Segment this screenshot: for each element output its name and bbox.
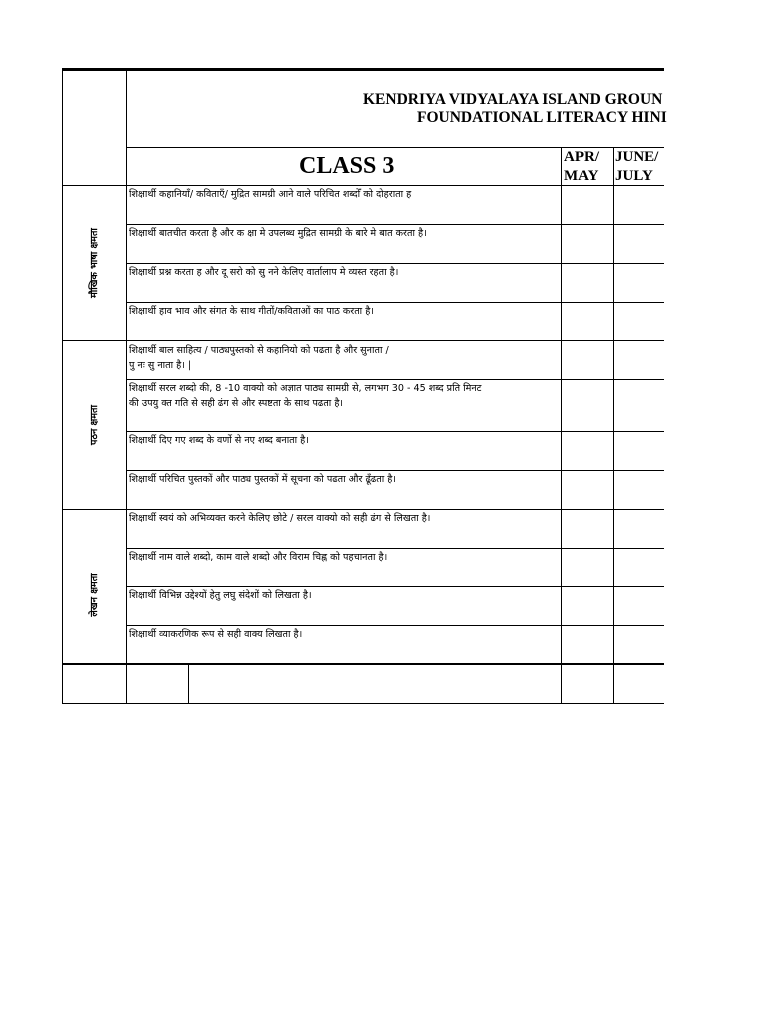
mark-cell-june-july[interactable]	[614, 471, 663, 508]
mark-cell-apr-may[interactable]	[562, 341, 612, 378]
mark-cell-june-july[interactable]	[614, 432, 663, 469]
list-item-cont: पु नः सु नाता है। |	[129, 360, 192, 371]
mark-cell-apr-may[interactable]	[562, 549, 612, 585]
list-item: शिक्षार्थी बातचीत करता है और क क्षा मे उपलब्ध मुद्रित सामग्री के बारे मे बात करता है।	[129, 228, 427, 239]
list-item: शिक्षार्थी हाव भाव और संगत के साथ गीतों/कविताओं का पाठ करता है।	[129, 306, 374, 317]
list-item: शिक्षार्थी बाल साहित्य / पाठ्यपुस्तको से कहानियो को पढता है और सुनाता /	[129, 345, 389, 356]
table-border-left	[62, 68, 63, 704]
list-item: शिक्षार्थी व्याकरणिक रूप से सही वाक्य लिखता है।	[129, 629, 303, 640]
mark-cell-apr-may[interactable]	[562, 510, 612, 547]
mark-cell-june-july[interactable]	[614, 587, 663, 624]
mark-cell-apr-may[interactable]	[562, 587, 612, 624]
mark-cell-june-july[interactable]	[614, 549, 663, 585]
list-item: शिक्षार्थी सरल शब्दो की, 8 -10 वाक्यो को अज्ञात पाठ्य सामग्री से, लगभग 30 - 45 शब्द प्रति मिनट	[129, 383, 482, 394]
mark-cell-apr-may[interactable]	[562, 432, 612, 469]
month-apr-may	[564, 148, 599, 186]
mark-cell-apr-may[interactable]	[562, 264, 612, 301]
class-label: CLASS 3	[299, 153, 395, 179]
list-item: शिक्षार्थी नाम वाले शब्दो, काम वाले शब्दो और विराम चिह्न को पहचानता है।	[129, 552, 388, 563]
month-line: APR/	[564, 149, 599, 165]
month-line: MAY	[564, 168, 599, 184]
table-border-bottom	[62, 703, 664, 704]
list-item: शिक्षार्थी प्रश्न करता ह और दू सरो को सु नने केलिए वार्तालाप मे व्यस्त रहता है।	[129, 267, 399, 278]
mark-cell-apr-may[interactable]	[562, 380, 612, 430]
mark-cell-june-july[interactable]	[614, 186, 663, 223]
mark-cell-june-july[interactable]	[614, 626, 663, 662]
sheet-title: FOUNDATIONAL LITERACY HINI	[417, 109, 667, 126]
mark-cell-apr-may[interactable]	[562, 303, 612, 339]
mark-cell-june-july[interactable]	[614, 341, 663, 378]
footer-col-divider	[188, 665, 189, 704]
mark-cell-june-july[interactable]	[614, 225, 663, 262]
list-item: शिक्षार्थी कहानियाँ/ कविताएँ/ मुद्रित सामग्री आने वाले परिचित शब्दोँ को दोहराता ह	[129, 189, 412, 200]
section-label-writing: लेखन क्षमता	[89, 573, 100, 617]
mark-cell-apr-may[interactable]	[562, 471, 612, 508]
list-item: शिक्षार्थी स्वयं को अभिव्यक्त करने केलिए छोटे / सरल वाक्यो को सही ढंग से लिखता है।	[129, 513, 431, 524]
month-line: JULY	[615, 168, 653, 184]
list-item: शिक्षार्थी परिचित पुस्तकों और पाठ्य पुस्तकों में सूचना को पढता और ढूँढता है।	[129, 474, 396, 485]
list-item: शिक्षार्थी विभिन्न उद्देश्यों हेतु लघु संदेशों को लिखता है।	[129, 590, 312, 601]
col-divider-section	[126, 68, 127, 704]
mark-cell-june-july[interactable]	[614, 264, 663, 301]
list-item-cont: की उपयु क्त गति से सही ढंग से और स्पष्टता के साथ पढता है।	[129, 398, 344, 409]
section-label-oral: मौखिक भाषा क्षमता	[89, 228, 100, 298]
month-june-july	[615, 148, 658, 186]
mark-cell-june-july[interactable]	[614, 380, 663, 430]
mark-cell-apr-may[interactable]	[562, 225, 612, 262]
list-item: शिक्षार्थी दिए गए शब्द के वर्णो से नए शब्द बनाता है।	[129, 435, 309, 446]
table-body-bottom	[62, 663, 664, 665]
section-label-reading: पठन क्षमता	[89, 405, 100, 445]
mark-cell-apr-may[interactable]	[562, 186, 612, 223]
mark-cell-june-july[interactable]	[614, 303, 663, 339]
month-line: JUNE/	[615, 149, 659, 165]
table-border-top	[62, 68, 664, 71]
mark-cell-apr-may[interactable]	[562, 626, 612, 662]
mark-cell-june-july[interactable]	[614, 510, 663, 547]
school-name: KENDRIYA VIDYALAYA ISLAND GROUN	[363, 91, 663, 108]
